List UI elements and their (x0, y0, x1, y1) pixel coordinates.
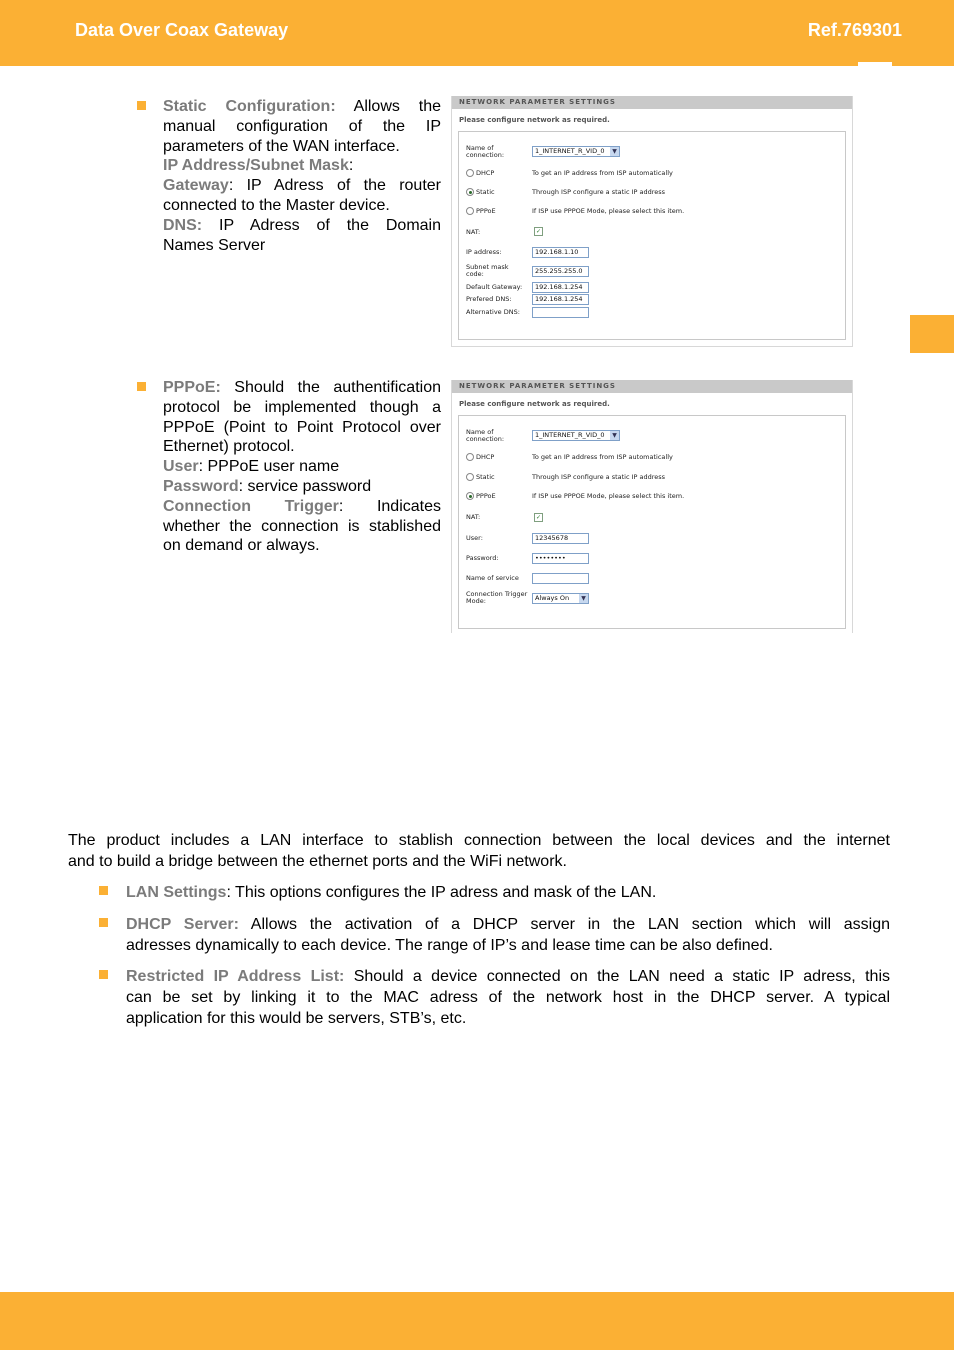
pppoe-option[interactable]: PPPoE (466, 207, 496, 215)
static-config-description (163, 97, 441, 255)
radio-icon[interactable] (466, 473, 474, 481)
restricted-ip-term: Restricted IP Address List: (126, 968, 345, 985)
pppoe-line-2: protocol be implemented though a (163, 398, 441, 416)
lan-intro-line-1: The product includes a LAN interface to stablish connection between the local devices and the internet (68, 832, 890, 849)
static-line-6: connected to the Master device. (163, 196, 390, 214)
lan-settings-text: : This options configures the IP adress and mask of the LAN. (226, 884, 657, 901)
gateway-label: Default Gateway: (466, 283, 523, 291)
static-line-7 (163, 216, 441, 236)
service-name-label: Name of service (466, 574, 519, 582)
bullet-square-icon (137, 101, 146, 110)
ip-mask-term: IP Address/Subnet Mask (163, 157, 349, 175)
side-tab-marker (910, 315, 954, 353)
bullet-square-icon (99, 886, 108, 895)
connection-select[interactable]: 1_INTERNET_R_VID_0 ▼ (532, 146, 620, 157)
lan-settings-term: LAN Settings (126, 884, 227, 901)
trigger-mode-label: Connection Trigger Mode: (466, 590, 528, 605)
pppoe-option[interactable]: PPPoE (466, 492, 496, 500)
pppoe-term: PPPoE: (163, 379, 221, 396)
lan-intro-line-2: and to build a bridge between the ethernet ports and the WiFi network. (68, 853, 567, 870)
dhcp-server-line-1 (126, 914, 890, 935)
static-line-4 (163, 156, 441, 176)
static-config-text: Allows the (335, 98, 442, 115)
static-description: Through ISP configure a static IP address (532, 473, 666, 481)
dhcp-server-item (126, 914, 890, 956)
nat-checkbox[interactable]: ✓ (535, 228, 542, 235)
alternative-dns-label: Alternative DNS: (466, 308, 520, 316)
restricted-ip-item (126, 966, 890, 1029)
dhcp-description: To get an IP address from ISP automatically (532, 453, 673, 461)
radio-icon[interactable] (466, 207, 474, 215)
connection-select[interactable]: 1_INTERNET_R_VID_0 ▼ (532, 430, 620, 441)
user-term: User (163, 458, 199, 476)
preferred-dns-label: Prefered DNS: (466, 295, 512, 303)
static-settings-panel (451, 96, 853, 347)
user-text: : PPPoE user name (198, 458, 340, 476)
pppoe-line-7 (163, 497, 441, 517)
trigger-mode-select[interactable]: Always On ▼ (532, 593, 589, 604)
panel-title: NETWORK PARAMETER SETTINGS (452, 96, 852, 109)
page-footer (0, 1292, 954, 1350)
static-line-1 (163, 97, 441, 117)
pppoe-line-5 (163, 457, 441, 477)
pppoe-line-3: PPPoE (Point to Point Protocol over (163, 418, 441, 436)
static-option[interactable]: Static (466, 188, 495, 196)
lan-settings-item (126, 882, 890, 903)
restricted-ip-line-3: application for this would be servers, STB’s, etc. (126, 1010, 467, 1027)
gateway-text: : IP Adress of the router (228, 177, 441, 195)
trigger-term: Connection Trigger (163, 497, 339, 515)
pppoe-settings-panel (451, 380, 853, 633)
chevron-down-icon: ▼ (610, 431, 619, 440)
pppoe-line-9: on demand or always. (163, 537, 320, 555)
pppoe-line-4: Ethernet) protocol. (163, 438, 295, 456)
bullet-square-icon (99, 918, 108, 927)
restricted-ip-line-1 (126, 966, 890, 987)
panel-subtitle: Please configure network as required. (459, 400, 610, 408)
password-input[interactable]: •••••••• (532, 553, 589, 564)
connection-name-label: Name of connection: (466, 144, 505, 159)
gateway-input[interactable]: 192.168.1.254 (532, 282, 589, 293)
radio-icon[interactable] (466, 169, 474, 177)
ip-mask-text: : (348, 157, 354, 175)
dhcp-option[interactable]: DHCP (466, 453, 494, 461)
subnet-mask-input[interactable]: 255.255.255.0 (532, 266, 589, 277)
subnet-mask-label: Subnet mask code: (466, 263, 509, 278)
nat-label: NAT: (466, 513, 481, 521)
dhcp-description: To get an IP address from ISP automatically (532, 169, 673, 177)
gateway-term: Gateway (163, 177, 229, 195)
dhcp-server-term: DHCP Server: (126, 916, 239, 933)
document-title: Data Over Coax Gateway (75, 20, 289, 40)
static-line-8: Names Server (163, 236, 266, 254)
pppoe-line-1 (163, 378, 441, 398)
user-input[interactable]: 12345678 (532, 533, 589, 544)
nat-label: NAT: (466, 228, 481, 236)
page-header (0, 0, 954, 66)
dhcp-server-text: Allows the activation of a DHCP server in the LAN section which will assign (238, 916, 891, 933)
preferred-dns-input[interactable]: 192.168.1.254 (532, 294, 589, 305)
static-line-3: parameters of the WAN interface. (163, 137, 400, 155)
dns-text: IP Adress of the Domain (202, 216, 441, 234)
dns-term: DNS: (163, 216, 203, 234)
chevron-down-icon: ▼ (579, 594, 588, 603)
pppoe-text: Should the authentification (220, 379, 441, 396)
password-label: Password: (466, 554, 499, 562)
ip-address-input[interactable]: 192.168.1.10 (532, 247, 589, 258)
bullet-square-icon (99, 970, 108, 979)
user-label: User: (466, 534, 483, 542)
document-reference: Ref.769301 (807, 20, 902, 40)
radio-selected-icon[interactable] (466, 188, 474, 196)
restricted-ip-line-2: can be set by linking it to the MAC adress of the network host in the DHCP server. A typical (126, 989, 890, 1006)
chevron-down-icon: ▼ (610, 147, 619, 156)
static-config-term: Static Configuration: (163, 98, 336, 115)
pppoe-description: If ISP use PPPOE Mode, please select this item. (532, 207, 685, 215)
connection-name-label: Name of connection: (466, 428, 505, 443)
radio-selected-icon[interactable] (466, 492, 474, 500)
panel-form (458, 415, 846, 629)
service-name-input[interactable] (532, 573, 589, 584)
static-line-5 (163, 176, 441, 196)
header-notch (858, 62, 892, 68)
dhcp-server-line-2: adresses dynamically to each device. The range of IP’s and lease time can be also defined. (126, 937, 773, 954)
ip-address-label: IP address: (466, 248, 502, 256)
panel-form (458, 131, 846, 340)
static-option[interactable]: Static (466, 473, 495, 481)
password-term: Password (163, 477, 239, 495)
pppoe-description-text (163, 378, 441, 556)
trigger-text: : Indicates (338, 497, 441, 515)
static-line-2: manual configuration of the IP (163, 117, 441, 135)
panel-title: NETWORK PARAMETER SETTINGS (452, 380, 852, 393)
pppoe-description: If ISP use PPPOE Mode, please select this item. (532, 492, 685, 500)
password-text: : service password (238, 477, 372, 495)
dhcp-option[interactable]: DHCP (466, 169, 494, 177)
pppoe-line-8: whether the connection is stablished (163, 517, 441, 535)
bullet-square-icon (137, 382, 146, 391)
panel-subtitle: Please configure network as required. (459, 116, 610, 124)
lan-settings-line (126, 882, 890, 903)
nat-checkbox[interactable]: ✓ (535, 514, 542, 521)
radio-icon[interactable] (466, 453, 474, 461)
restricted-ip-text: Should a device connected on the LAN need a static IP adress, this (344, 968, 890, 985)
alternative-dns-input[interactable] (532, 307, 589, 318)
lan-intro (68, 830, 890, 872)
pppoe-line-6 (163, 477, 441, 497)
static-description: Through ISP configure a static IP address (532, 188, 666, 196)
